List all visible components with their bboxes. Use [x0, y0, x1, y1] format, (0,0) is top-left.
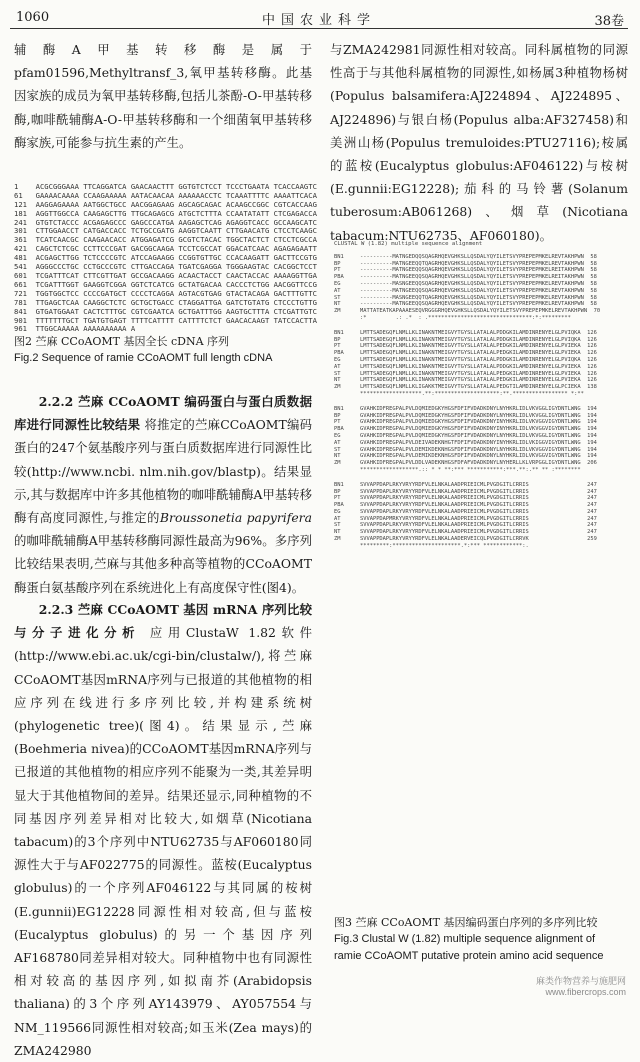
fig3-caption-cn: 图3 苎麻 CCoAOMT 基因编码蛋白序列的多序列比较: [334, 916, 598, 929]
section-2-2-2-text-b: 的咖啡酰辅酶A甲基转移酶同源性最高为96%。多序列比较结果表明,苎麻与其他多种高等植物的CCoAOMT酶蛋白氨基酸序列在系统进化上有高度保守性(图4)。: [14, 533, 312, 595]
right-top-paragraph: [330, 38, 628, 247]
fig2-cdna-sequence-image: 1 ACGCGGGAAA TTCAGGATCA GAACAACTTT GGTGTCTCCT TCCCTGAATA TCACCAAGTC 61 GAAAACAAAA CCAAGAAAAA AATACAACAA AAAAAACCTC TCAAATTTTC AAAATTCACA 121 AAGGAGAAAA AATGGCTGCC AACGGAGAAG AGCAGCAGAC ACAAGCCGGC CGTCACCAAG 181 AGGTTGGCCA CAAGAGCTTG TTGCAGAGCG ATGCTCTTTA CCAATATATT CTCGAGACCA 241 GTGTCTACCC ACGAGAGCCC GAGCCCATGA AAGAGCTCAG AGAGGTCACC GCCAAGCATC 301 CTTGGAACCT CATGACCACC TCTGCCGATG AAGGTCAATT CTTGAACATG CTCCTCAAGC 361 TCATCAACGC CAAGAACACC ATGGAGATCG GCGTCTACAC TGGCTACTCT CTCCTCGCCA 421 CAGCTCTCGC CCTTCCCGAT GACGGCAAGA TCCTCGCCAT GGACATCAAC AGAGAGAATT 481 ACGAGCTTGG TCTCCCCGTC ATCCAGAAGG CCGGTGTTGC CCACAAGATT GACTTCCGTG 541 AGGGCCCTGC CCTGCCCGTC CTTGACCAGA TGATCGAGGA TGGGAAGTAC CACGGCTCCT 601 TCGATTTCAT CTTCGTTGAT GCCGACAAGG ACAACTACCT CAACTACCAC AAAAGGTTGA 661 TCGATTTGGT GAAGGTCGGA GGTCTCATCG GCTATGACAA CACCCTCTGG AACGGTTCCG 721 TGGTGGCTCC CCCCGATGCT CCCCTCAGGA AGTACGTGAG GTACTACAGA GACTTTGTTC 781 TTGAGCTCAA CAAGGCTCTC GCTGCTGACC CTAGGATTGA GATCTGTATG CTCCCTGTTG 841 GTGATGGAAT CACTCTTTGC CGTCGAATCA GCTGATTTGG AAGTGCTTTA CTCGATTGTC 901 TTTTTTTGCT TGATGTGAGT TTTTCATTTT CATTTTCTCT GAACACAAGT TATCCACTTA 961 TTGGCAAAAA AAAAAAAAAA A: [14, 181, 317, 334]
fig3-caption-en: Fig.3 Clustal W (1.82) multiple sequence alignment of ramie CCoAOMT putative protein amino acid sequence: [334, 933, 604, 962]
fig2-caption-cn: 图2 苎麻 CCoAOMT 基因全长 cDNA 序列: [14, 335, 230, 348]
fig2-caption-en: Fig.2 Sequence of ramie CCoAOMT full length cDNA: [14, 352, 273, 364]
watermark-line2: www.fibercrops.com: [545, 987, 626, 997]
species-name: Broussonetia papyrifera: [159, 510, 312, 526]
journal-name: 中国农业科学: [261, 13, 376, 28]
section-2-2-2: [14, 390, 312, 599]
fig3-caption: [334, 914, 624, 965]
watermark-line1: 麻类作物营养与施肥网: [535, 976, 626, 986]
volume-number: 38卷: [594, 14, 624, 29]
fig3-alignment-image: CLUSTAL W (1.82) multiple sequence alignment BN1 ----------MATNGEDQQSQAGRHQEVGHKSLLQSDALYQYILETSVYPREPEPMKELREVTAKHPWN 58 BP ----------MATNGEEQQTQAGRHQEVGHKSLLQSDALYQYILETSVYPREPEPMKELREVTAKHPWN 58 PT ----------MATNGEEQQSQAGRHQEVGHKSLLQSDALYQYILETSVYPREPEPMKELREITAKHPWN 58 PBA ----------MATNGEEQQSQAGRHQEVGHKSLLQSDALYQYILETSVYPREPEPMKELREITAKHPWN 58 EG ----------MASNGEEQQSQAGRHQEVGHKSLLQSDALYQYILETSVYPREPEPMKELREVTAKHPWN 58 AT ----------MATNGEEQQSQAGRHQEVGHKSLLQSDALYQYILETSVYPREPEPMKELREVTAKHPWN 58 ST ----------MASNGEEQQTQAGRHQEVGHKSLLQSDALYQYILETSVYPREPEPMKELREVTAKHPWN 58 NT ----------MATNGEEQQSQAGRHQEVGHKSLLQSDALYQYILETSVYPREPEPMKELREVTAKHPWN 58 ZM MATTATEATKAPAAAESEQVRGGGRHQEVGHKSLLQSDALYQYILETSVYPREPEPMKELREVTAKHPWN 70 :* .: .* : .********************************:*:********* BN1 LMTTSADEGQFLNMLLKLINAKNTMEIGVYTGYSLLATALALPDDGKILAMDINRENYELGLPVIQKA 126 BP LMTTSADEGQFLNMLLKLINAKNTMEIGVYTGYSLLATALALPDDGKILAMDINRENYELGLPVIQKA 126 PT LMTTSADEGQFLNMLLKLINAKNTMEIGVYTGYSLLATALALPEDGKILAMDINRENYELGLPVIEKA 126 PBA LMTTSADEGQFLNMLLKLINAKNTMEIGVYTGYSLLATALALPEDGKILAMDINRENYELGLPVIEKA 126 EG LMTTSADEGQFLNMLLKLINAKNTMEIGVYTGYSLLATALALPDDGKILAMDINRENYELGLPVIQKA 126 AT LMTTSADEGQFLNMLLKLINAKNTMEIGVYTGYSLLATALALPDDGKILAMDINRENYELGLPVIEKA 126 ST LMTTSADEGQFLNMLLKLINAKNTMEIGVYTGYSLLATALALPEDGKILAMDINRENYELGLPVIEKA 126 NT LMTTSADEGQFLNMLLKLINAKNTMEIGVYTGYSLLATALALPEDGKILAMDINRENYELGLPVIEKA 126 ZM LMTTSADEGQFLNMLLKLIGAKKTMEIGVYTGYSLLATALALPEDGTILAMDINRENYELGLPCIEKA 138 *******************.**:********************:**.***************** *:** BN1 GVAHKIDFREGPALPVLDQMIEDGKYHGSFDFIFVDADKDNYLNYHKRLIDLVKVGGLIGYDNTLWNG 194 BP GVAHKIDFREGPALPVLDQMIEDGKYHGSFDFIFVDADKDNYLNYHKRLIDLVKVGGLIGYDNTLWNG 194 PT GVAHKIDFREGPALPVLDQMIEDGKYHGSFDFIFVDADKDNYINYHKRLIDLVKVGGVIGYDNTLWNG 194 PBA GVAHKIDFREGPALPVLDQMIEDGKYHGSFDFIFVDADKDNYINYHKRLIDLVKVGGVIGYDNTLWNG 194 EG GVAHKIDFREGPALPVLDQMIEDGKYHGSFDFIFVDADKDNYLNYHKRLIDLVKVGGLIGYDNTLWNG 194 AT GVAHKIDFREGPALPVLDEIVADEKNHGTFDFIFVDADKDNYINYHKRLIDLVKIGGVIGYDNTLWNG 194 ST GVAHKIDFREGPALPVLDEMIKDEKNHGSFDFIFVDADKDNYLNYHKRLIDLVKVGGVIGYDNTLWNG 194 NT GVAHKIDFREGPALPVLDEMIKDEKNHGSFDFIFVDADKDNYLNYHKRLIDLVKVGGVIGYDNTLWNG 194 ZM GVAHKIDFREGPALPVLDDLVADEKNHGSFDFAFVDADKDNYLNYHERLLKLVRPGGLIGYDNTLWNG 206 ******************.:: * * **:*** ***********:***.**:.** ** :******** BN1 SVVAPPDAPLRKYVRYYRDFVLELNKALAADPRIEICMLPVGDGITLCRRIS 247 BP SVVAPPDAPLRKYVRYYRDFVLELNKALAADPRIEICMLPVGDGITLCRRIS 247 PT SVVAPPDAPLRKYVRYYRDFVLELNKALAADPRIEICMLPVGDGITLCRRIS 247 PBA SVVAPPDAPLRKYVRYYRDFVLELNKALAADPRIEICMLPVGDGITLCRRIS 247 EG SVVAPPDAPLRKYVRYYRDFVLELNKALAADPRIEICMLPVGDGITLCRRIS 247 AT SVVAPPDAPMRKYVRYYRDFVLELNKALAADPRIEICMLPVGDGITLCRRIS 247 ST SVVAPPDAPLRKYVRYYRDFVLELNKALAADPRIEICMLPVGDGITLCRRIS 247 NT SVVAPPDAPLRKYVRYYRDFVLELNKALAADPRIEICMLPVGDGITLCRRIS 247 ZM SVVAPPDAPLRKYVRYYRDFVLELNKALAADERVEICQLPVGDGITLCRRVK 259 *********:*********************.*:*** ************:.: [334, 241, 601, 549]
right-top-text: 与ZMA242981同源性相对较高。同科属植物的同源性高于与其他科属植物的同源性,如杨属3种植物杨树(Populus balsamifera:AJ224894、AJ224895、AJ224896)与银白杨(Populus alba:AF327458)和美洲山杨(Populus tremuloides:PTU27116);桉属的蓝桉(Eucalyptus globulus:AF046122)与桉树(E.gunnii:EG12228);茄科的马铃薯(Solanum tuberosum:AB061268)、烟草(Nicotiana tabacum:NTU62735、AF060180)。: [330, 42, 628, 243]
left-top-text: 辅酶A甲基转移酶是属于pfam01596,Methyltransf_3,氧甲基转移酶。此基因家族的成员为氧甲基转移酶,包括儿茶酚-O-甲基转移酶,咖啡酰辅酶A-O-甲基转移酶和一个细菌氧甲基转移酶家族,可能参与抗生素的产生。: [14, 42, 312, 150]
left-top-paragraph: [14, 38, 312, 154]
section-2-2-3-text: 应用ClustaW 1.82软件(http://www.ebi.ac.uk/cgi-bin/clustalw/),将苎麻CCoAOMT基因mRNA序列与已报道的其他植物的相应序列在线进行多序列比较,并构建系统树(phylogenetic tree)(图4)。结果显示,苎麻(Boehmeria nivea)的CCoAOMT基因mRNA序列与已报道的其他植物的相应序列不能聚为一类,其差异明显大于其他植物间的差异。结果还显示,同种植物的不同基因序列差异相对比较大,如烟草(Nicotiana tabacum)的3个序列中NTU62735与AF060180同源性大于与AF022775的同源性。蓝桉(Eucalyptus globulus)的一个序列AF046122与其同属的桉树(E.gunnii)EG12228同源性相对较高,但与蓝桉(Eucalyptus globulus)的另一个基因序列AF168780同差异相对较大。同种植物中也有同源性相对较高的基因序列,如拟南芥(Arabidopsis thaliana)的3个序列AY143979、AY057554与NM_119566同源性相对较高;如玉米(Zea mays)的ZMA242980: [14, 625, 312, 1058]
section-2-2-2-heading: 2.2.2 苎麻 CCoAOMT 编码蛋白与蛋白质数据库进行同源性比较结果: [14, 394, 312, 433]
section-2-2-3-heading: 2.2.3 苎麻 CCoAOMT 基因 mRNA 序列比较与分子进化分析: [14, 602, 312, 641]
section-2-2-3: [14, 598, 312, 1062]
page-number: 1060: [16, 10, 50, 25]
watermark: [536, 976, 626, 998]
page-header: [10, 6, 628, 29]
section-2-2-2-text-a: 将推定的苎麻CCoAOMT编码蛋白的247个氨基酸序列与蛋白质数据库进行同源性比较(http://www.ncbi. nlm.nih.gov/blastp)。结果显示,其与数据库中许多其他植物的咖啡酰辅酶A甲基转移酶有高度同源性,与推定的: [14, 417, 312, 526]
fig2-caption: [14, 333, 312, 367]
